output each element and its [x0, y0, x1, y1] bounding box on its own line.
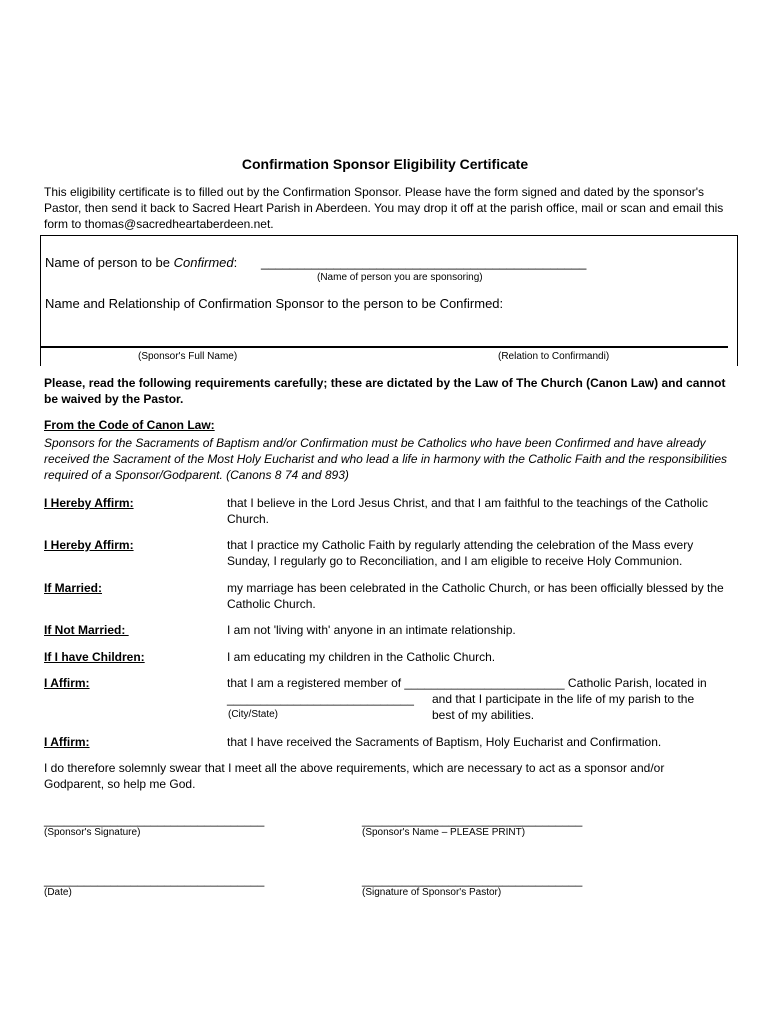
affirm-label: If Married: [44, 581, 103, 595]
parish-affirm-line3: best of my abilities. [432, 708, 535, 722]
confirmed-name-field[interactable]: _____________________________________________ [261, 255, 587, 270]
canon-heading: From the Code of Canon Law: [44, 418, 215, 432]
sponsor-name-print-caption: (Sponsor's Name – PLEASE PRINT) [362, 827, 526, 838]
affirm-label: I Hereby Affirm: [44, 538, 134, 552]
oath-text: I do therefore solemnly swear that I meet all the above requirements, which are necessary to act as a sponsor and/or Godparent, so help me God. [44, 761, 665, 791]
notice-text: Please, read the following requirements carefully; these are dictated by the Law of The Church (Canon Law) and cannot be waived by the Pastor. [44, 376, 726, 406]
affirm-label: If Not Married: [44, 623, 129, 637]
affirm-label: I Hereby Affirm: [44, 496, 134, 510]
sponsor-relationship-label: Name and Relationship of Confirmation Sponsor to the person to be Confirmed: [45, 296, 504, 311]
affirm-text: that I have received the Sacraments of Baptism, Holy Eucharist and Confirmation. [227, 735, 662, 749]
affirm-text: that I practice my Catholic Faith by regularly attending the celebration of the Mass every Sunday, I regularly go to Reconciliation, and I am eligible to receive Holy Communion. [227, 538, 694, 568]
parish-affirm-line1: that I am a registered member of ________________________ Catholic Parish, located in [227, 676, 707, 690]
pastor-signature-caption: (Signature of Sponsor's Pastor) [362, 887, 502, 898]
affirm-text: that I believe in the Lord Jesus Christ, and that I am faithful to the teachings of the Catholic Church. [227, 496, 708, 526]
city-state-field[interactable]: ____________________________ [227, 692, 414, 706]
confirmed-caption: (Name of person you are sponsoring) [317, 272, 483, 283]
relation-caption: (Relation to Confirmandi) [498, 351, 610, 362]
affirm-label: I Affirm: [44, 735, 90, 749]
page-title: Confirmation Sponsor Eligibility Certificate [241, 156, 529, 172]
sponsor-signature-caption: (Sponsor's Signature) [44, 827, 141, 838]
confirmed-label: Name of person to be Confirmed: [45, 255, 238, 270]
date-caption: (Date) [44, 887, 72, 898]
affirm-label: I Affirm: [44, 676, 90, 690]
sponsor-full-name-caption: (Sponsor's Full Name) [138, 351, 238, 362]
canon-text: Sponsors for the Sacraments of Baptism and/or Confirmation must be Catholics who have been Confirmed and have already received the Sacrament of the Most Holy Eucharist and who lead a life in harmony with the Catholic Faith and the responsibilities required of a Sponsor/Godparent. (Canons 8 74 and 893) [44, 436, 728, 482]
affirm-text: I am educating my children in the Catholic Church. [227, 650, 496, 664]
affirm-text: my marriage has been celebrated in the Catholic Church, or has been officially blessed by the Catholic Church. [227, 581, 724, 611]
date-field[interactable]: _________________________________ [44, 873, 265, 887]
affirm-text: I am not 'living with' anyone in an intimate relationship. [227, 623, 516, 637]
parish-affirm-line2: and that I participate in the life of my parish to the [432, 692, 695, 706]
city-state-caption: (City/State) [228, 709, 279, 720]
sponsor-name-field[interactable] [40, 346, 728, 348]
intro-paragraph: This eligibility certificate is to filled out by the Confirmation Sponsor. Please have the form signed and dated by the sponsor's Pastor, then send it back to Sacred Heart Parish in Aberdeen. You may drop it off at the parish office, mail or scan and email this form to thomas@sacredheartaberdeen.net. [44, 185, 724, 231]
sponsor-signature-field[interactable]: _________________________________ [44, 813, 265, 827]
sponsor-name-print-field[interactable]: _________________________________ [362, 813, 583, 827]
affirm-label: If I have Children: [44, 650, 145, 664]
pastor-signature-field[interactable]: _________________________________ [362, 873, 583, 887]
